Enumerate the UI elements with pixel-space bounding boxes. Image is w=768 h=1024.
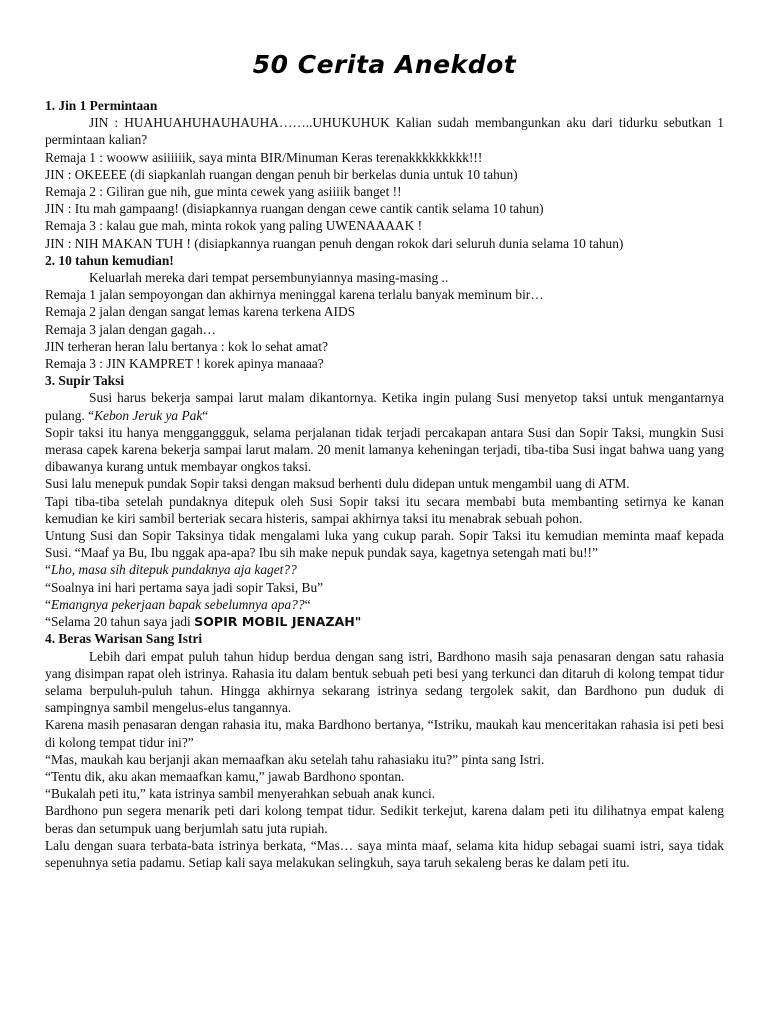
s3-paragraph-3: Susi lalu menepuk pundak Sopir taksi dengan maksud berhenti dulu didepan untuk mengambil uang di ATM. [45,476,630,492]
s3-paragraph-1 [45,389,724,423]
s4-paragraph-4: “Tentu dik, aku akan memaafkan kamu,” jawab Bardhono spontan. [45,768,405,784]
s3-quote-4 [45,613,724,630]
section-heading-1: 1. Jin 1 Permintaan [45,98,158,113]
s3-paragraph-5: Untung Susi dan Sopir Taksinya tidak mengalami luka yang cukup parah. Sopir Taksi itu kemudian meminta maaf kepada Susi. “Maaf ya Bu, Ibu nggak apa-apa? Ibu sih make nepuk pundak saya, kagetnya setengah mati bu!!” [45,528,724,561]
s3-paragraph-4: Tapi tiba-tiba setelah pundaknya ditepuk oleh Susi Sopir taksi itu secara membabi buta membanting setirnya ke kanan kemudian ke kiri sambil berteriak secara histeris, sampai akhirnya taksi itu menabrak sebuah pohon. [45,493,724,526]
s4-paragraph-1: Lebih dari empat puluh tahun hidup berdua dengan sang istri, Bardhono masih saja penasaran dengan satu rahasia yang disimpan rapat oleh istrinya. Rahasia itu dalam bentuk sebuah peti besi yang terkunci dan ditaruh di kolong tempat tidur selama berpuluh-puluh tahun. Hingga akhirnya sekarang istrinya sedang tergolek sakit, dan Bardhono pun duduk di sampingnya sambil mengelus-elus tangannya. [45,648,724,716]
s4-paragraph-7: Lalu dengan suara terbata-bata istrinya berkata, “Mas… saya minta maaf, selama kita hidup sebagai suami istri, saya tidak sepenuhnya setia padamu. Setiap kali saya melakukan selingkuh, saya taruh sekaleng beras ke dalam peti itu. [45,837,724,870]
s2-line-3: Remaja 2 jalan dengan sangat lemas karena terkena AIDS [45,304,356,320]
s2-line-2: Remaja 1 jalan sempoyongan dan akhirnya meninggal karena terlalu banyak meminum bir… [45,287,544,303]
s3-quote-1 [45,561,724,578]
s4-paragraph-2: Karena masih penasaran dengan rahasia itu, maka Bardhono bertanya, “Istriku, maukah kau menceritakan rahasia isi peti besi di kolong tempat tidur ini?” [45,717,724,750]
s3-p1-italic: Kebon Jeruk ya Pak [94,407,203,423]
s3-q3-close-quote: “ [304,596,311,612]
s4-paragraph-3: “Mas, maukah kau berjanji akan memaafkan aku setelah tahu rahasiaku itu?” pinta sang Istri. [45,751,545,767]
s3-quote-3 [45,596,724,613]
s1-line-7: JIN : NIH MAKAN TUH ! (disiapkannya ruangan penuh dengan rokok dari seluruh dunia selama 10 tahun) [45,235,624,251]
s3-q1-open-quote: “ [45,562,51,578]
s1-line-5: JIN : Itu mah gampaang! (disiapkannya ruangan dengan cewe cantik cantik selama 10 tahun) [45,201,544,217]
s3-paragraph-2: Sopir taksi itu hanya mengganggguk, selama perjalanan tidak terjadi percakapan antara Susi dan Sopir Taksi, mungkin Susi merasa capek karena bekerja sampai larut malam. 20 menit lamanya keheningan terjadi, tiba-tiba Susi ingat bahwa uang yang dibawanya kurang untuk membayar ongkos taksi. [45,424,724,475]
document-title: 50 Cerita Anekdot [252,50,517,79]
s2-line-6: Remaja 3 : JIN KAMPRET ! korek apinya manaaa? [45,356,324,372]
s1-line-1: JIN : HUAHUAHUHAUHAUHA……..UHUKUHUK Kalian sudah membangunkan aku dari tidurku sebutkan 1 permintaan kalian? [45,115,724,148]
s2-line-1: Keluarlah mereka dari tempat persembunyiannya masing-masing .. [89,270,449,286]
section-heading-2: 2. 10 tahun kemudian! [45,252,174,268]
s3-q4-bold: SOPIR MOBIL JENAZAH" [194,614,362,630]
s3-q3-open-quote: “ [45,596,51,612]
s1-line-4: Remaja 2 : Giliran gue nih, gue minta cewek yang asiiiik banget !! [45,184,402,200]
s3-p1-close-quote: “ [202,407,209,423]
s3-quote-2: “Soalnya ini hari pertama saya jadi sopir Taksi, Bu” [45,579,324,595]
s3-q4-text: “Selama 20 tahun saya jadi [45,614,195,630]
s3-q1-text: Lho, masa sih ditepuk pundaknya aja kaget?? [50,562,297,578]
s1-line-6: Remaja 3 : kalau gue mah, minta rokok yang paling UWENAAAAK ! [45,218,423,234]
s3-p1-text: Susi harus bekerja sampai larut malam dikantornya. Ketika ingin pulang Susi menyetop taksi untuk mengantarnya pulang. “ [45,390,724,423]
s1-line-2: Remaja 1 : wooww asiiiiiik, saya minta BIR/Minuman Keras terenakkkkkkkkk!!! [45,149,483,165]
s4-paragraph-5: “Bukalah peti itu,” kata istrinya sambil menyerahkan sebuah anak kunci. [45,786,436,802]
s1-line-3: JIN : OKEEEE (di siapkanlah ruangan dengan penuh bir berkelas dunia untuk 10 tahun) [45,166,518,182]
s4-paragraph-6: Bardhono pun segera menarik peti dari kolong tempat tidur. Sedikit terkejut, karena dalam peti itu dilihatnya empat kaleng beras dan setumpuk uang berjumlah satu juta rupiah. [45,803,724,836]
section-heading-4: 4. Beras Warisan Sang Istri [45,631,203,647]
s2-line-4: Remaja 3 jalan dengan gagah… [45,321,217,337]
s3-q3-text: Emangnya pekerjaan bapak sebelumnya apa?? [50,596,305,612]
s2-line-5: JIN terheran heran lalu bertanya : kok lo sehat amat? [45,338,328,354]
section-heading-3: 3. Supir Taksi [45,373,125,389]
